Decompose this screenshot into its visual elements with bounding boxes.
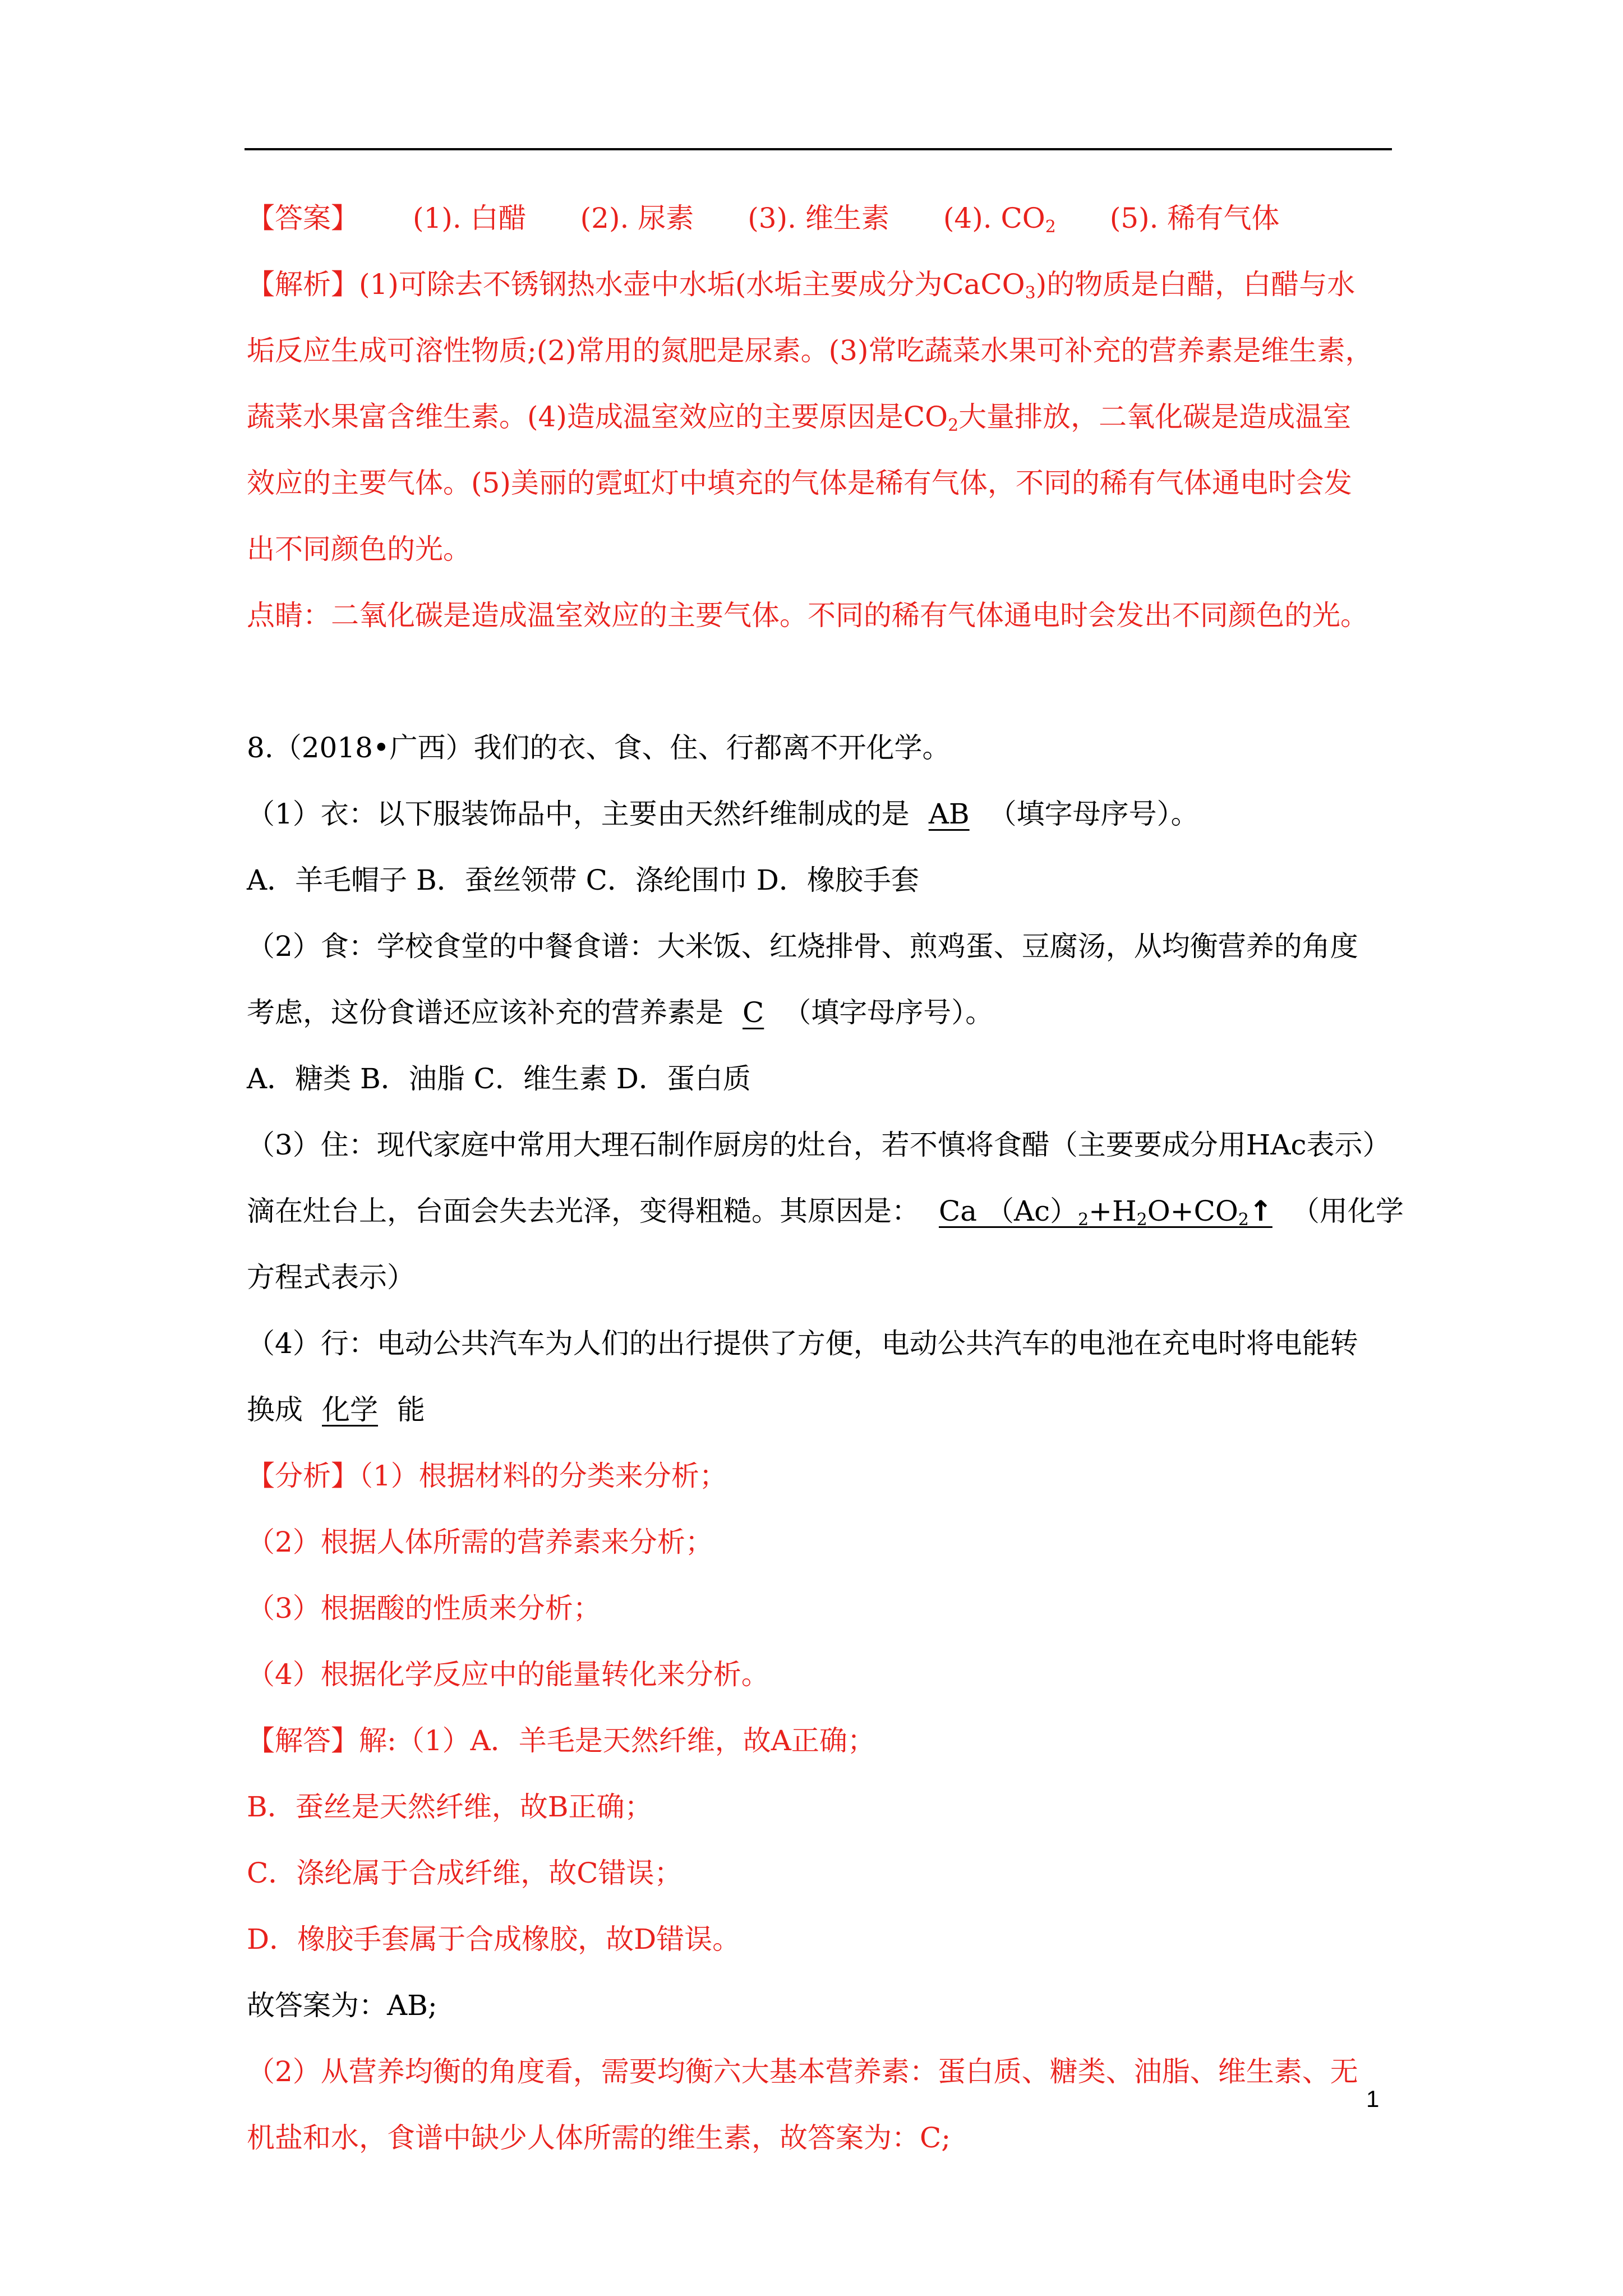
question-part-3-line-1: （3）住：现代家庭中常用大理石制作厨房的灶台，若不慎将食醋（主要要成分用HAc表示） — [247, 1129, 1391, 1161]
analysis-line-5: 出不同颜色的光。 — [247, 533, 471, 565]
answer-item-5: (5). 稀有气体 — [1109, 202, 1280, 234]
jieda-line-6: （2）从营养均衡的角度看，需要均衡六大基本营养素：蛋白质、糖类、油脂、维生素、无 — [247, 2055, 1358, 2088]
answer-item-1: (1). 白醋 — [413, 202, 527, 234]
fenxi-line-2: （2）根据人体所需的营养素来分析； — [247, 1526, 713, 1558]
answer-blank-3: Ca $(Ac)_2+H_2O+CO_2↑$ — [939, 1195, 1272, 1230]
header-rule — [245, 148, 1392, 150]
jieda-line-3: C．涤纶属于合成纤维，故C错误； — [247, 1857, 683, 1889]
question-part-4-line-2: 换成 化学 能 — [247, 1393, 425, 1426]
analysis-line-3: 蔬菜水果富含维生素。(4)造成温室效应的主要原因是$CO_2$大量排放，二氧化碳是造成温室 — [247, 401, 1352, 435]
fenxi-line-4: （4）根据化学反应中的能量转化来分析。 — [247, 1658, 769, 1691]
question-part-2-line-2: 考虑，这份食谱还应该补充的营养素是 C （填字母序号）。 — [247, 996, 994, 1029]
analysis-line-4: 效应的主要气体。(5)美丽的霓虹灯中填充的气体是稀有气体，不同的稀有气体通电时会发 — [247, 467, 1352, 499]
answer-item-3: (3). 维生素 — [748, 202, 889, 234]
question-part-2-options: A．糖类 B．油脂 C．维生素 D．蛋白质 — [247, 1062, 751, 1095]
answer-item-2: (2). 尿素 — [580, 202, 694, 234]
jieda-line-2: B．蚕丝是天然纤维，故B正确； — [247, 1791, 653, 1823]
question-part-4-line-1: （4）行：电动公共汽车为人们的出行提供了方便，电动公共汽车的电池在充电时将电能转 — [247, 1327, 1358, 1360]
section-gap — [247, 648, 1391, 715]
fenxi-line-1: 【分析】（1）根据材料的分类来分析； — [247, 1460, 727, 1492]
jieda-line-7: 机盐和水，食谱中缺少人体所需的维生素，故答案为：C; — [247, 2122, 951, 2154]
question-part-3-line-3: 方程式表示） — [247, 1261, 415, 1294]
jieda-line-1: 【解答】解:（1）A．羊毛是天然纤维，故A正确； — [247, 1724, 875, 1757]
question-part-3-line-2: 滴在灶台上，台面会失去光泽，变得粗糙。其原因是： Ca $(Ac)_2+H_2O+CO_2↑$ （用化学 — [247, 1195, 1404, 1230]
fenxi-label: 【分析】 — [247, 1460, 359, 1492]
answer-blank-4: 化学 — [322, 1393, 378, 1426]
jieda-line-4: D．橡胶手套属于合成橡胶，故D错误。 — [247, 1923, 741, 1955]
jieda-line-5: 故答案为：AB; — [247, 1989, 437, 2022]
answer-line — [247, 185, 1391, 251]
jieda-label: 【解答】 — [247, 1724, 359, 1757]
answer-blank-1: AB — [928, 798, 970, 830]
gas-arrow-icon: ↑ — [1249, 1195, 1272, 1227]
tip-line: 点睛：二氧化碳是造成温室效应的主要气体。不同的稀有气体通电时会发出不同颜色的光。 — [247, 599, 1368, 632]
question-title: 8.（2018•广西）我们的衣、食、住、行都离不开化学。 — [247, 731, 951, 764]
page-number: 1 — [1366, 2086, 1380, 2112]
answer-blank-2: C — [743, 996, 764, 1029]
analysis-label: 【解析】 — [247, 268, 359, 301]
answer-label: 【答案】 — [247, 202, 359, 234]
fenxi-line-3: （3）根据酸的性质来分析； — [247, 1592, 601, 1625]
question-part-1-options: A．羊毛帽子 B．蚕丝领带 C．涤纶围巾 D．橡胶手套 — [247, 864, 919, 896]
question-part-1: （1）衣：以下服装饰品中，主要由天然纤维制成的是 AB （填字母序号）。 — [247, 798, 1199, 830]
analysis-line-1: 【解析】(1)可除去不锈钢热水壶中水垢(水垢主要成分为CaCO$_3$)的物质是白醋，白醋与水 — [247, 268, 1355, 303]
answer-item-4: (4). $CO_2$ — [943, 202, 1056, 237]
document-page — [247, 185, 1404, 2171]
analysis-line-2: 垢反应生成可溶性物质;(2)常用的氮肥是尿素。(3)常吃蔬菜水果可补充的营养素是维生素， — [247, 334, 1373, 367]
question-part-2-line-1: （2）食：学校食堂的中餐食谱：大米饭、红烧排骨、煎鸡蛋、豆腐汤，从均衡营养的角度 — [247, 930, 1358, 963]
